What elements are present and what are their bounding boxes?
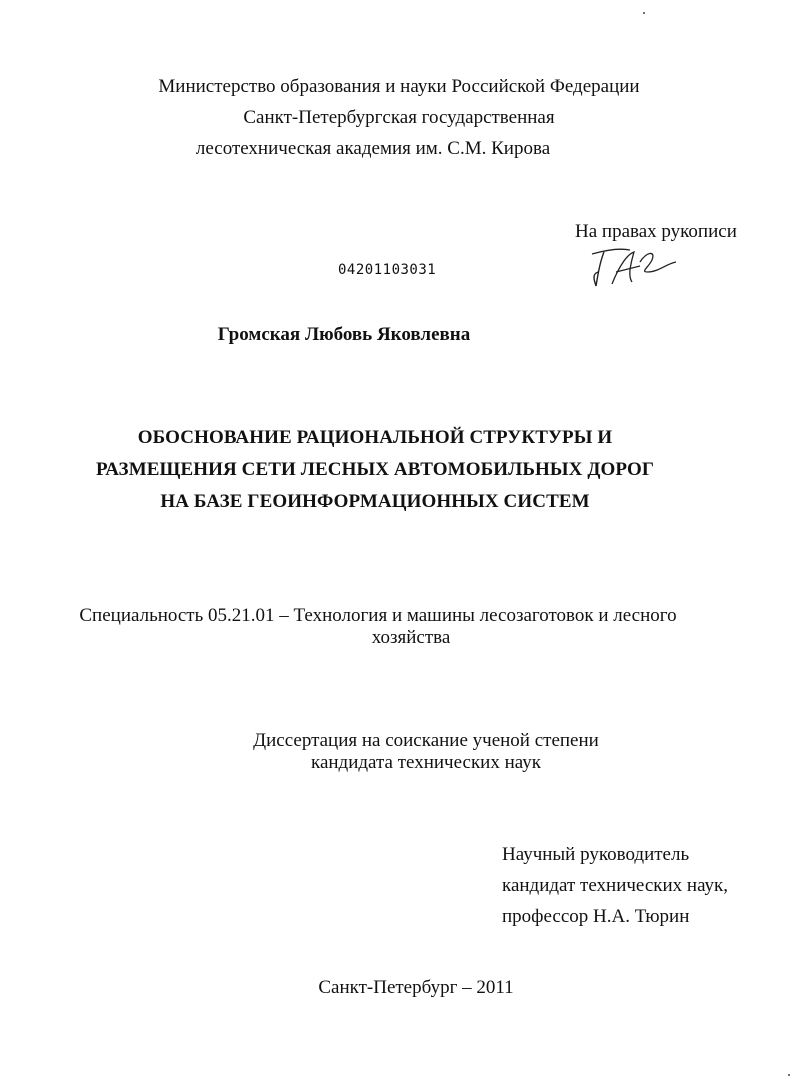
signature-mark (590, 244, 680, 292)
registration-number: 04201103031 (338, 262, 437, 278)
dissertation-line-1: Диссертация на соискание ученой степени (253, 730, 599, 751)
city-year: Санкт-Петербург – 2011 (318, 977, 514, 998)
author-name: Громская Любовь Яковлевна (217, 324, 471, 345)
supervisor-degree: кандидат технических наук, (502, 875, 729, 896)
title-line-1: ОБОСНОВАНИЕ РАЦИОНАЛЬНОЙ СТРУКТУРЫ И (137, 427, 613, 448)
university-line-2: лесотехническая академия им. С.М. Кирова (195, 138, 551, 159)
specialty-line-2: хозяйства (371, 627, 451, 648)
scan-speck (788, 1074, 790, 1076)
specialty-line-1: Специальность 05.21.01 – Технология и машины лесозаготовок и лесного (79, 605, 677, 626)
title-line-3: НА БАЗЕ ГЕОИНФОРМАЦИОННЫХ СИСТЕМ (160, 491, 590, 512)
title-line-2: РАЗМЕЩЕНИЯ СЕТИ ЛЕСНЫХ АВТОМОБИЛЬНЫХ ДОРОГ (95, 459, 655, 480)
supervisor-label: Научный руководитель (502, 844, 690, 865)
manuscript-note: На правах рукописи (575, 221, 737, 242)
ministry-line: Министерство образования и науки Российской Федерации (158, 76, 640, 97)
scan-speck (643, 12, 645, 14)
dissertation-line-2: кандидата технических наук (311, 752, 541, 773)
supervisor-name: профессор Н.А. Тюрин (502, 906, 690, 927)
university-line-1: Санкт-Петербургская государственная (243, 107, 555, 128)
